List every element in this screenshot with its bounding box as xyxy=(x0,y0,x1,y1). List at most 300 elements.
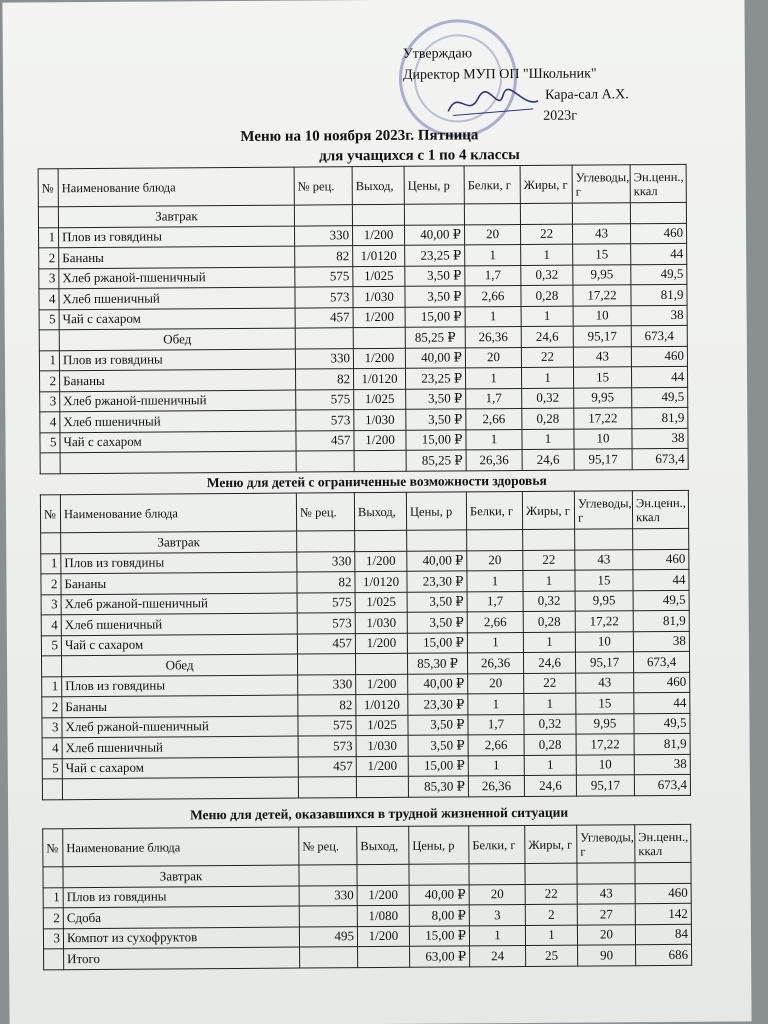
cell-price: 3,50 ₽ xyxy=(407,612,467,633)
total-label xyxy=(62,777,298,799)
cell-name: Бананы xyxy=(59,246,295,268)
cell-name: Сдоба xyxy=(63,906,299,928)
cell-f: 0,32 xyxy=(521,265,573,286)
cell-rec: 82 xyxy=(296,369,354,390)
cell-p: 3 xyxy=(469,904,525,925)
column-header: № xyxy=(43,829,63,867)
empty-cell xyxy=(353,327,405,348)
cell-name: Бананы xyxy=(62,695,298,717)
cell-price: 15,00 ₽ xyxy=(409,925,469,946)
cell-rec: 457 xyxy=(295,307,353,328)
cell-rec: 330 xyxy=(294,225,352,246)
section-2-title: Меню для детей с ограниченные возможности здоровья xyxy=(206,472,547,491)
total-price: 85,25 ₽ xyxy=(406,450,466,471)
cell-price: 3,50 ₽ xyxy=(405,265,465,286)
section-total-f xyxy=(523,529,575,550)
column-header: Наименование блюда xyxy=(60,493,296,533)
total-label xyxy=(60,451,296,473)
cell-rec: 330 xyxy=(295,348,353,369)
cell-f: 22 xyxy=(520,224,572,245)
cell-p: 1,7 xyxy=(468,714,524,735)
cell-name: Хлеб ржаной-пшеничный xyxy=(62,716,298,738)
cell-out: 1/0120 xyxy=(355,571,407,592)
cell-c: 9,95 xyxy=(574,387,632,408)
empty-cell xyxy=(44,949,64,970)
total-c: 90 xyxy=(578,945,636,966)
cell-rec: 573 xyxy=(297,613,355,634)
cell-out: 1/025 xyxy=(355,592,407,613)
cell-f: 0,28 xyxy=(524,734,576,755)
cell-e: 38 xyxy=(633,631,689,652)
section-total-e xyxy=(635,862,691,883)
section-total-price xyxy=(407,530,467,551)
empty-cell xyxy=(358,946,410,967)
cell-name: Компот из сухофруктов xyxy=(63,927,299,949)
cell-price: 40,00 ₽ xyxy=(408,673,468,694)
header-row xyxy=(40,490,688,533)
column-header: Цены, р xyxy=(404,166,464,204)
cell-c: 17,22 xyxy=(576,734,634,755)
cell-out: 1/200 xyxy=(352,225,404,246)
empty-cell xyxy=(352,204,404,225)
empty-cell xyxy=(300,947,358,968)
cell-n: 4 xyxy=(41,615,61,636)
section-total-p xyxy=(469,863,525,884)
cell-n: 5 xyxy=(40,432,60,453)
cell-c: 17,22 xyxy=(574,408,632,429)
section-label: Обед xyxy=(61,654,297,676)
empty-cell xyxy=(357,864,409,885)
cell-name: Хлеб ржаной-пшеничный xyxy=(59,267,295,289)
column-header: Цены, р xyxy=(406,492,466,530)
cell-c: 9,95 xyxy=(576,713,634,734)
section-total-p xyxy=(464,203,520,224)
empty-cell xyxy=(296,451,354,472)
cell-c: 15 xyxy=(573,367,631,388)
column-header: Белки, г xyxy=(466,491,522,529)
column-header: Белки, г xyxy=(469,825,525,863)
cell-c: 10 xyxy=(576,754,634,775)
cell-name: Хлеб пшеничный xyxy=(61,613,297,635)
cell-e: 44 xyxy=(631,366,687,387)
section-total-e: 673,4 xyxy=(631,325,687,346)
empty-cell xyxy=(294,205,352,226)
cell-out: 1/030 xyxy=(353,286,405,307)
cell-f: 1 xyxy=(523,632,575,653)
cell-e: 460 xyxy=(630,223,686,244)
cell-n: 2 xyxy=(41,574,61,595)
cell-f: 1 xyxy=(521,244,573,265)
total-row xyxy=(44,944,692,969)
cell-out: 1/200 xyxy=(355,633,407,654)
cell-out: 1/025 xyxy=(354,389,406,410)
section-total-e: 673,4 xyxy=(633,651,689,672)
column-header: Жиры, г xyxy=(520,165,572,203)
page-subtitle: для учащихся с 1 по 4 классы xyxy=(319,146,520,165)
cell-name: Бананы xyxy=(60,369,296,391)
cell-e: 81,9 xyxy=(632,407,688,428)
approval-line-1: Утверждаю xyxy=(402,46,473,62)
column-header: № xyxy=(38,169,58,207)
approval-line-2: Директор МУП ОП "Школьник" xyxy=(402,66,597,83)
cell-name: Чай с сахаром xyxy=(60,431,296,453)
cell-name: Плов из говядины xyxy=(61,552,297,574)
cell-rec: 575 xyxy=(295,266,353,287)
cell-e: 49,5 xyxy=(631,264,687,285)
cell-out: 1/0120 xyxy=(353,245,405,266)
cell-n: 2 xyxy=(39,248,59,269)
section-total-c xyxy=(572,203,630,224)
column-header: Наименование блюда xyxy=(58,167,294,207)
cell-e: 460 xyxy=(633,549,689,570)
cell-n: 1 xyxy=(41,553,61,574)
cell-price: 3,50 ₽ xyxy=(408,714,468,735)
cell-out: 1/0120 xyxy=(353,368,405,389)
cell-f: 1 xyxy=(523,570,575,591)
cell-c: 43 xyxy=(575,549,633,570)
header-row xyxy=(43,824,691,867)
cell-e: 49,5 xyxy=(634,713,690,734)
cell-e: 44 xyxy=(634,692,690,713)
column-header: Эн.ценн., ккал xyxy=(635,824,691,862)
section-num xyxy=(43,867,63,888)
cell-price: 23,25 ₽ xyxy=(405,368,465,389)
section-total-f: 24,6 xyxy=(523,652,575,673)
cell-f: 1 xyxy=(522,429,574,450)
cell-f: 0,28 xyxy=(523,611,575,632)
cell-price: 3,50 ₽ xyxy=(406,409,466,430)
total-f: 25 xyxy=(526,945,578,966)
cell-price: 40,00 ₽ xyxy=(405,347,465,368)
cell-f: 1 xyxy=(525,925,577,946)
cell-name: Плов из говядины xyxy=(59,349,295,371)
cell-rec: 330 xyxy=(299,885,357,906)
empty-cell xyxy=(297,531,355,552)
cell-out: 1/200 xyxy=(353,307,405,328)
cell-name: Хлеб пшеничный xyxy=(59,287,295,309)
cell-rec: 82 xyxy=(295,246,353,267)
cell-n: 5 xyxy=(41,635,61,656)
column-header: № рец. xyxy=(299,827,357,865)
cell-price: 3,50 ₽ xyxy=(406,388,466,409)
total-e: 673,4 xyxy=(634,774,690,795)
cell-p: 20 xyxy=(468,673,524,694)
cell-price: 3,50 ₽ xyxy=(407,591,467,612)
section-total-c xyxy=(575,529,633,550)
cell-f: 0,32 xyxy=(522,388,574,409)
cell-price: 15,00 ₽ xyxy=(408,755,468,776)
cell-p: 1 xyxy=(467,570,523,591)
cell-price: 40,00 ₽ xyxy=(407,550,467,571)
empty-cell xyxy=(298,777,356,798)
section-total-c: 95,17 xyxy=(575,652,633,673)
column-header: Наименование блюда xyxy=(63,827,299,867)
cell-f: 1 xyxy=(524,755,576,776)
cell-n: 2 xyxy=(40,371,60,392)
cell-n: 3 xyxy=(43,928,63,949)
total-c: 95,17 xyxy=(574,449,632,470)
cell-n: 3 xyxy=(39,268,59,289)
cell-price: 8,00 ₽ xyxy=(409,905,469,926)
cell-n: 1 xyxy=(39,227,59,248)
cell-n: 3 xyxy=(42,717,62,738)
total-f: 24,6 xyxy=(522,449,574,470)
cell-rec: 575 xyxy=(298,715,356,736)
cell-f: 0,28 xyxy=(522,408,574,429)
total-p: 26,36 xyxy=(466,449,522,470)
cell-out: 1/200 xyxy=(355,551,407,572)
cell-price: 3,50 ₽ xyxy=(408,735,468,756)
cell-f: 1 xyxy=(521,306,573,327)
cell-out: 1/200 xyxy=(354,430,406,451)
total-e: 673,4 xyxy=(632,448,688,469)
column-header: Углеводы, г xyxy=(574,491,632,529)
section-3-title: Меню для детей, оказавшихся в трудной жизненной ситуации xyxy=(189,804,569,823)
cell-out: 1/0120 xyxy=(356,694,408,715)
total-row xyxy=(40,448,688,473)
cell-price: 40,00 ₽ xyxy=(404,224,464,245)
cell-e: 460 xyxy=(635,883,691,904)
menu-table-2 xyxy=(40,490,691,800)
cell-f: 1 xyxy=(524,693,576,714)
cell-n: 5 xyxy=(42,758,62,779)
cell-p: 1,7 xyxy=(467,591,523,612)
total-e: 686 xyxy=(636,944,692,965)
cell-e: 44 xyxy=(631,243,687,264)
cell-price: 23,30 ₽ xyxy=(407,571,467,592)
approval-block xyxy=(403,42,654,128)
cell-name: Бананы xyxy=(61,572,297,594)
cell-n: 1 xyxy=(42,676,62,697)
empty-cell xyxy=(355,653,407,674)
empty-cell xyxy=(297,654,355,675)
cell-name: Плов из говядины xyxy=(63,886,299,908)
cell-rec: 457 xyxy=(296,430,354,451)
cell-e: 142 xyxy=(635,903,691,924)
cell-p: 20 xyxy=(469,884,525,905)
cell-rec: 573 xyxy=(298,736,356,757)
section-total-f: 24,6 xyxy=(521,326,573,347)
section-num xyxy=(41,533,61,554)
cell-f: 2 xyxy=(525,904,577,925)
cell-p: 1 xyxy=(467,632,523,653)
cell-n: 5 xyxy=(39,309,59,330)
section-total-price: 85,30 ₽ xyxy=(407,653,467,674)
section-label: Обед xyxy=(59,328,295,350)
section-total-c xyxy=(577,863,635,884)
cell-out: 1/200 xyxy=(357,926,409,947)
cell-name: Чай с сахаром xyxy=(62,757,298,779)
column-header: Выход, xyxy=(357,826,409,864)
cell-c: 17,22 xyxy=(575,611,633,632)
total-row xyxy=(42,774,690,799)
cell-c: 17,22 xyxy=(573,285,631,306)
cell-out: 1/080 xyxy=(357,905,409,926)
cell-n: 2 xyxy=(43,908,63,929)
cell-c: 43 xyxy=(577,883,635,904)
cell-p: 1 xyxy=(469,925,525,946)
empty-cell xyxy=(354,450,406,471)
cell-c: 20 xyxy=(577,924,635,945)
total-price: 85,30 ₽ xyxy=(408,776,468,797)
cell-p: 1 xyxy=(468,755,524,776)
cell-rec: 575 xyxy=(297,592,355,613)
column-header: № рец. xyxy=(296,493,354,531)
cell-name: Плов из говядины xyxy=(59,226,295,248)
column-header: № рец. xyxy=(294,167,352,205)
cell-n: 4 xyxy=(39,289,59,310)
section-total-price xyxy=(404,204,464,225)
cell-rec: 457 xyxy=(297,633,355,654)
section-num xyxy=(38,207,58,228)
column-header: Углеводы, г xyxy=(577,825,635,863)
cell-name: Хлеб ржаной-пшеничный xyxy=(61,593,297,615)
total-c: 95,17 xyxy=(576,775,634,796)
cell-name: Хлеб пшеничный xyxy=(60,410,296,432)
cell-f: 1 xyxy=(521,367,573,388)
cell-price: 40,00 ₽ xyxy=(409,884,469,905)
section-total-f xyxy=(520,203,572,224)
cell-rec: 575 xyxy=(296,389,354,410)
total-label: Итого xyxy=(64,947,300,969)
section-label: Завтрак xyxy=(63,865,299,887)
cell-price: 23,25 ₽ xyxy=(405,245,465,266)
section-num xyxy=(41,656,61,677)
cell-f: 0,32 xyxy=(524,714,576,735)
column-header: Белки, г xyxy=(464,165,520,203)
cell-e: 49,5 xyxy=(633,590,689,611)
cell-n: 1 xyxy=(39,350,59,371)
cell-p: 20 xyxy=(467,550,523,571)
cell-c: 10 xyxy=(573,305,631,326)
cell-c: 15 xyxy=(575,570,633,591)
cell-e: 84 xyxy=(635,924,691,945)
menu-table-3 xyxy=(42,824,692,970)
cell-rec: 82 xyxy=(297,572,355,593)
cell-p: 1,7 xyxy=(466,388,522,409)
cell-p: 1 xyxy=(465,367,521,388)
cell-n: 1 xyxy=(43,887,63,908)
cell-price: 15,00 ₽ xyxy=(406,429,466,450)
cell-c: 9,95 xyxy=(575,590,633,611)
cell-e: 49,5 xyxy=(632,387,688,408)
cell-n: 3 xyxy=(41,594,61,615)
cell-c: 9,95 xyxy=(573,264,631,285)
section-total-c: 95,17 xyxy=(573,326,631,347)
cell-f: 22 xyxy=(523,550,575,571)
cell-c: 10 xyxy=(574,428,632,449)
cell-price: 15,00 ₽ xyxy=(405,306,465,327)
approval-line-3: Кара-сал А.Х. xyxy=(545,87,629,103)
cell-e: 38 xyxy=(631,305,687,326)
cell-p: 2,66 xyxy=(467,611,523,632)
column-header: Выход, xyxy=(352,166,404,204)
section-label: Завтрак xyxy=(58,205,294,227)
cell-f: 0,32 xyxy=(523,591,575,612)
cell-n: 4 xyxy=(42,738,62,759)
cell-n: 3 xyxy=(40,391,60,412)
cell-e: 44 xyxy=(633,569,689,590)
cell-e: 81,9 xyxy=(631,284,687,305)
column-header: № xyxy=(40,495,60,533)
section-total-p xyxy=(467,529,523,550)
cell-out: 1/200 xyxy=(353,348,405,369)
cell-c: 15 xyxy=(576,693,634,714)
cell-out: 1/025 xyxy=(353,266,405,287)
cell-price: 15,00 ₽ xyxy=(407,632,467,653)
cell-f: 0,28 xyxy=(521,285,573,306)
cell-f: 22 xyxy=(525,884,577,905)
cell-c: 15 xyxy=(573,244,631,265)
column-header: Жиры, г xyxy=(525,825,577,863)
page-title: Меню на 10 ноября 2023г. Пятница xyxy=(240,127,479,145)
total-price: 63,00 ₽ xyxy=(410,946,470,967)
empty-cell xyxy=(355,530,407,551)
cell-c: 10 xyxy=(575,631,633,652)
column-header: Углеводы, г xyxy=(572,165,630,203)
cell-e: 460 xyxy=(634,672,690,693)
cell-p: 2,66 xyxy=(466,408,522,429)
cell-e: 81,9 xyxy=(634,733,690,754)
section-total-f xyxy=(525,863,577,884)
cell-f: 22 xyxy=(524,673,576,694)
section-total-e xyxy=(633,528,689,549)
section-num xyxy=(39,330,59,351)
column-header: Эн.ценн., ккал xyxy=(630,164,686,202)
section-total-p: 26,36 xyxy=(465,326,521,347)
cell-c: 43 xyxy=(572,223,630,244)
cell-p: 1 xyxy=(466,429,522,450)
cell-n: 4 xyxy=(40,412,60,433)
section-total-price: 85,25 ₽ xyxy=(405,327,465,348)
total-f: 24,6 xyxy=(524,775,576,796)
cell-p: 2,66 xyxy=(465,285,521,306)
cell-out: 1/200 xyxy=(356,756,408,777)
cell-e: 38 xyxy=(634,754,690,775)
column-header: Цены, р xyxy=(409,826,469,864)
header-row xyxy=(38,164,686,207)
cell-p: 1 xyxy=(465,306,521,327)
cell-c: 43 xyxy=(573,346,631,367)
cell-out: 1/030 xyxy=(356,735,408,756)
cell-p: 1,7 xyxy=(465,265,521,286)
empty-cell xyxy=(299,865,357,886)
cell-rec: 573 xyxy=(296,410,354,431)
cell-p: 2,66 xyxy=(468,734,524,755)
cell-rec: 330 xyxy=(298,674,356,695)
cell-p: 1 xyxy=(468,693,524,714)
cell-c: 43 xyxy=(576,672,634,693)
cell-out: 1/030 xyxy=(355,612,407,633)
section-total-price xyxy=(409,864,469,885)
cell-rec: 330 xyxy=(297,551,355,572)
cell-out: 1/200 xyxy=(357,885,409,906)
total-p: 26,36 xyxy=(468,775,524,796)
cell-p: 1 xyxy=(465,244,521,265)
cell-name: Плов из говядины xyxy=(62,675,298,697)
cell-rec: 457 xyxy=(298,756,356,777)
column-header: Жиры, г xyxy=(522,491,574,529)
cell-rec: 573 xyxy=(295,287,353,308)
total-p: 24 xyxy=(470,945,526,966)
cell-name: Чай с сахаром xyxy=(59,308,295,330)
menu-document xyxy=(2,0,751,1024)
cell-c: 27 xyxy=(577,904,635,925)
empty-cell xyxy=(42,779,62,800)
cell-rec xyxy=(299,906,357,927)
cell-p: 20 xyxy=(464,224,520,245)
cell-f: 22 xyxy=(521,347,573,368)
